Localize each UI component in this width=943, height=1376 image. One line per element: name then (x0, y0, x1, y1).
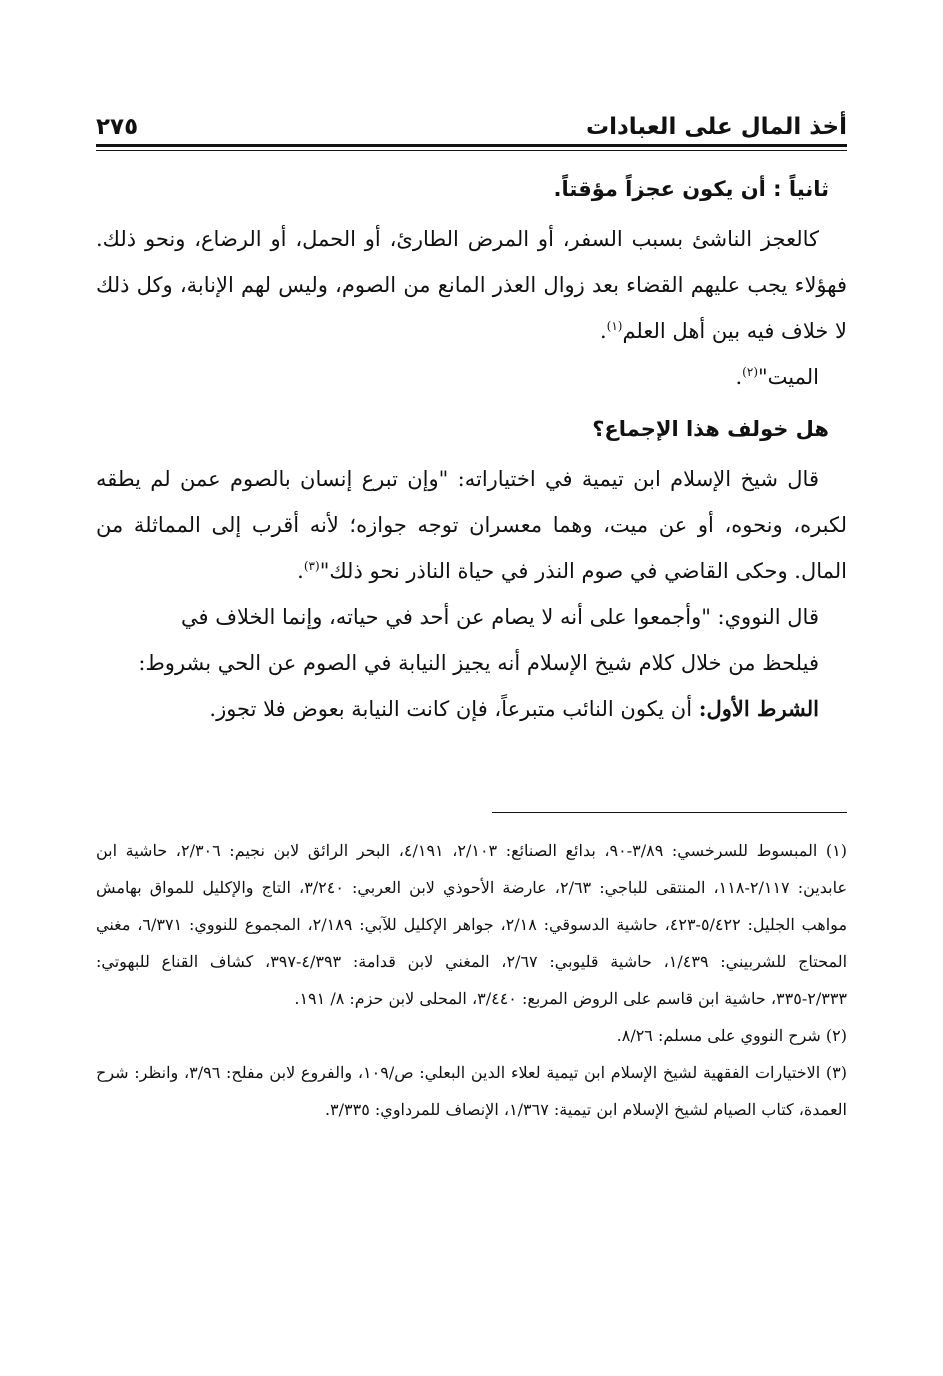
page-header (96, 100, 847, 140)
footnotes (96, 832, 847, 1128)
condition-one-text: أن يكون النائب متبرعاً، فإن كانت النيابة بعوض فلا تجوز. (209, 697, 699, 721)
stray-line-text: الميت" (758, 365, 819, 389)
stray-line-end: . (735, 365, 743, 389)
condition-one-label: الشرط الأول: (698, 696, 819, 721)
footnote-divider (492, 812, 847, 813)
section-heading-ijma: هل خولف هذا الإجماع؟ (592, 417, 829, 441)
condition-one (96, 686, 847, 732)
paragraph-temporary-inability (96, 216, 847, 354)
footnote-ref-2: (٢) (742, 365, 758, 379)
paragraph-text: كالعجز الناشئ بسبب السفر، أو المرض الطارئ، أو الحمل، أو الرضاع، ونحو ذلك. فهؤلاء يجب عليهم القضاء بعد زوال العذر المانع من الصوم، وليس لهم الإنابة، وكل ذلك لا خلاف فيه بين أهل العلم (96, 227, 847, 343)
footnote-ref-1: (١) (606, 319, 623, 333)
paragraph-end: . (297, 559, 304, 583)
section-heading-temporary-inability: ثانياً : أن يكون عجزاً مؤقتاً. (553, 177, 829, 201)
paragraph-ibn-taymiyya (96, 456, 847, 594)
main-text (96, 160, 847, 732)
header-rule-thin (96, 150, 847, 151)
nawawi-line: قال النووي: "وأجمعوا على أنه لا يصام عن أحد في حياته، وإنما الخلاف في (181, 605, 819, 629)
stray-line (96, 354, 847, 400)
paragraph-text: قال شيخ الإسلام ابن تيمية في اختياراته: "وإن تبرع إنسان بالصوم عمن لم يطقه لكبره، ونحوه، أو عن ميت، وهما معسران توجه جوازه؛ لأنه أقرب إلى المماثلة من المال. وحكى القاضي في صوم النذر في حياة الناذر نحو ذلك" (96, 467, 847, 583)
running-title: أخذ المال على العبادات (586, 114, 847, 140)
footnote-3: (٣) الاختيارات الفقهية لشيخ الإسلام ابن تيمية لعلاء الدين البعلي: ص/١٠٩، والفروع لابن مفلح: ٣/٩٦، وانظر: شرح العمدة، كتاب الصيام لشيخ الإسلام ابن تيمية: ١/٣٦٧، الإنصاف للمرداوي: ٣/٣٣٥. (96, 1063, 847, 1119)
footnote-ref-3: (٣) (303, 559, 320, 573)
footnote-2: (٢) شرح النووي على مسلم: ٨/٢٦. (616, 1026, 847, 1045)
page-number: ٢٧٥ (96, 114, 139, 140)
paragraph-conclusion: فيلحظ من خلال كلام شيخ الإسلام أنه يجيز النيابة في الصوم عن الحي بشروط: (138, 651, 819, 675)
footnote-1: (١) المبسوط للسرخسي: ٣/٨٩-٩٠، بدائع الصنائع: ٢/١٠٣، ٤/١٩١، البحر الرائق لابن نجيم: ٢/٣٠٦، حاشية ابن عابدين: ٢/١١٧-١١٨، المنتقى للباجي: ٢/٦٣، عارضة الأحوذي لابن العربي: ٣/٢٤٠، التاج والإكليل للمواق بهامش مواهب الجليل: ٥/٤٢٢-٤٢٣، حاشية الدسوقي: ٢/١٨، جواهر الإكليل للآبي: ٢/١٨٩، المجموع للنووي: ٦/٣٧١، مغني المحتاج للشربيني: ١/٤٣٩، حاشية قليوبي: ٢/٦٧، المغني لابن قدامة: ٤/٣٩٣-٣٩٧، كشاف القناع للبهوتي: ٢/٣٣٣-٣٣٥، حاشية ابن قاسم على الروض المربع: ٣/٤٤٠، المحلى لابن حزم: ٨/ ١٩١. (96, 841, 848, 1008)
header-rule-thick (96, 144, 847, 147)
paragraph-end: . (599, 319, 607, 343)
